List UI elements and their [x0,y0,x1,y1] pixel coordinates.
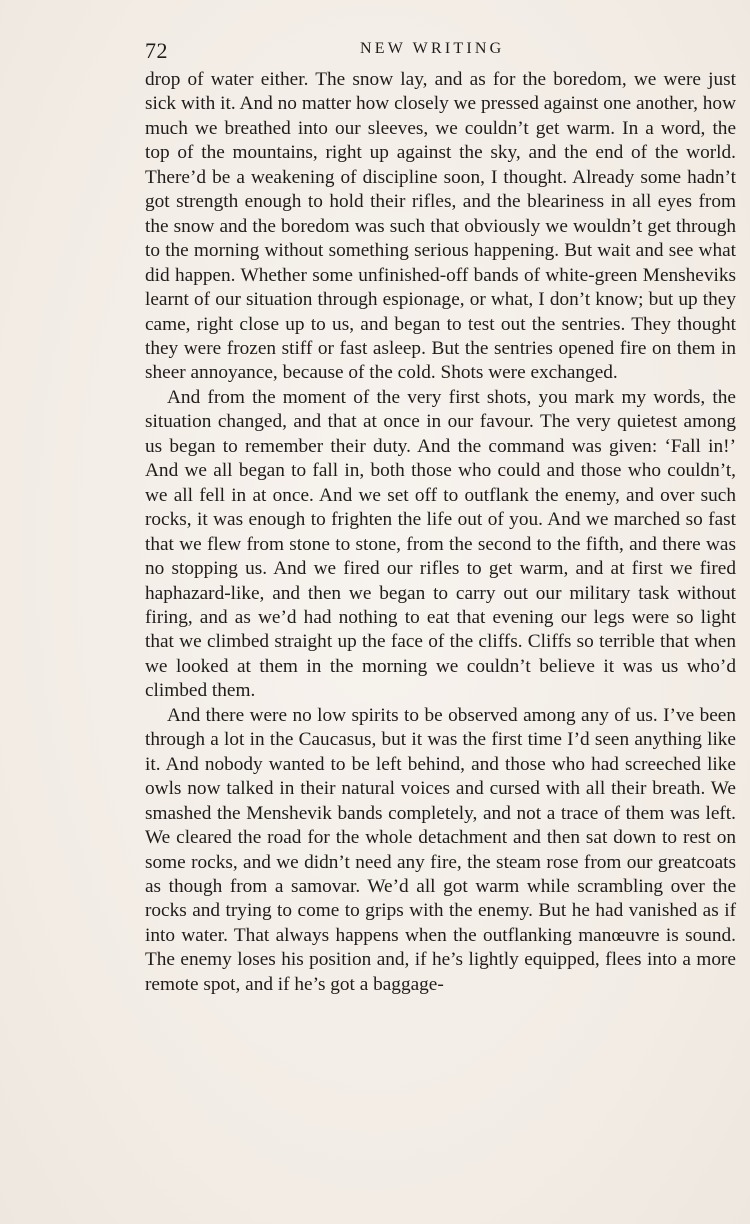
page-header [145,38,735,68]
page-number: 72 [145,38,168,63]
paragraph: drop of water either. The snow lay, and as for the boredom, we were just sick with it. And no matter how closely we pressed against one another, how much we breathed into our sleeves, we couldn’t get warm. In a word, the top of the mountains, right up against the sky, and the end of the world. There’d be a weakening of discipline soon, I thought. Already some hadn’t got strength enough to hold their rifles, and the bleariness in all eyes from the snow and the boredom was such that obviously we wouldn’t get through to the morning without something serious happening. But wait and see what did happen. Whether some unfinished-off bands of white-green Mensheviks learnt of our situation through espionage, or what, I don’t know; but up they came, right close up to us, and began to test out the sentries. They thought they were frozen stiff or fast asleep. But the sentries opened fire on them in sheer annoyance, because of the cold. Shots were exchanged. [145,69,736,384]
running-head: NEW WRITING [360,40,505,57]
paragraph: And from the moment of the very first shots, you mark my words, the situation changed, and that at once in our favour. The very quietest among us began to remember their duty. And the command was given: ‘Fall in!’ And we all began to fall in, both those who could and those who couldn’t, we all fell in at once. And we set off to outflank the enemy, and over such rocks, it was enough to frighten the life out of you. And we marched so fast that we flew from stone to stone, from the second to the fifth, and there was no stopping us. And we fired our rifles to get warm, and at first we fired haphazard-like, and then we began to carry out our military task without firing, and as we’d had nothing to eat that evening our legs were so light that we climbed straight up the face of the cliffs. Cliffs so terrible that when we looked at them in the morning we couldn’t believe it was us who’d climbed them. [145,386,736,702]
body-text [145,68,736,997]
paragraph: And there were no low spirits to be observed among any of us. I’ve been through a lot in the Caucasus, but it was the first time I’d seen anything like it. And nobody wanted to be left behind, and those who had screeched like owls now talked in their natural voices and cursed with all their breath. We smashed the Menshevik bands completely, and not a trace of them was left. We cleared the road for the whole detachment and then sat down to rest on some rocks, and we didn’t need any fire, the steam rose from our greatcoats as though from a samovar. We’d all got warm while scrambling over the rocks and trying to come to grips with the enemy. But he had vanished as if into water. That always happens when the outflanking manœuvre is sound. The enemy loses his position and, if he’s lightly equipped, flees into a more remote spot, and if he’s got a baggage- [145,704,736,995]
